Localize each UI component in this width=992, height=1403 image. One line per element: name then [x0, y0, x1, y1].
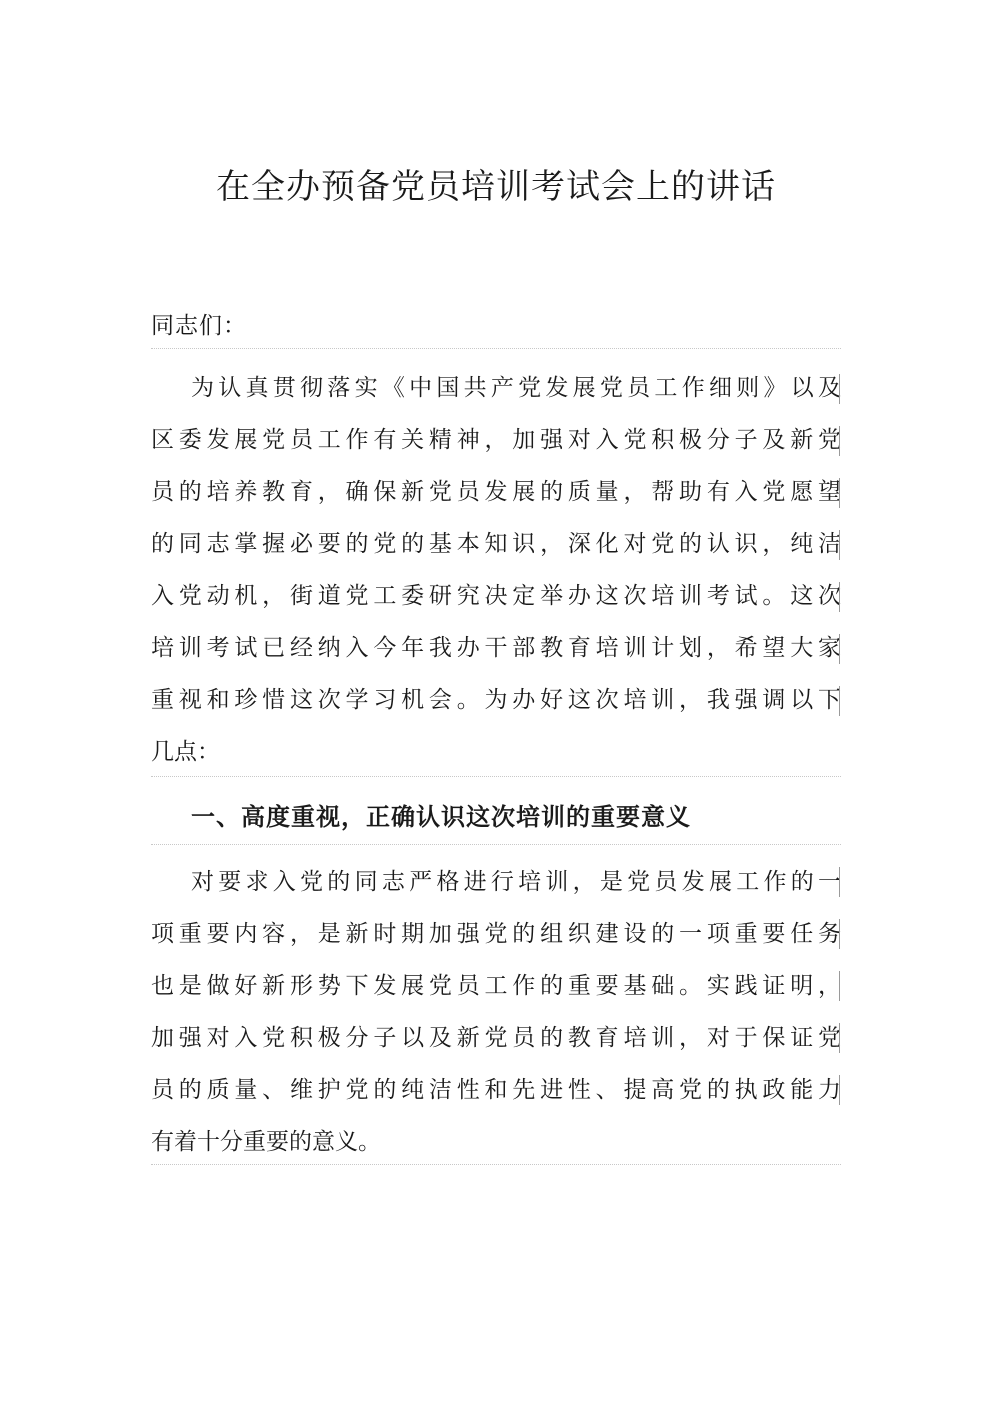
paragraph-1-line: 几点：	[151, 739, 220, 765]
line-end-marker	[839, 1023, 840, 1053]
paragraph-1-line: 培训考试已经纳入今年我办干部教育培训计划，希望大家	[151, 635, 841, 661]
paragraph-2-line: 员的质量、维护党的纯洁性和先进性、提高党的执政能力	[151, 1077, 841, 1103]
paragraph-1-line: 为认真贯彻落实《中国共产党发展党员工作细则》以及	[191, 375, 841, 401]
line-end-marker	[839, 530, 840, 560]
paragraph-2-line: 对要求入党的同志严格进行培训，是党员发展工作的一	[191, 869, 841, 895]
document-title: 在全办预备党员培训考试会上的讲话	[216, 167, 776, 207]
paragraph-divider	[151, 776, 841, 777]
paragraph-1-line: 入党动机，街道党工委研究决定举办这次培训考试。这次	[151, 583, 841, 609]
line-end-marker	[839, 426, 840, 456]
line-end-marker	[839, 867, 840, 897]
paragraph-2-line: 项重要内容，是新时期加强党的组织建设的一项重要任务	[151, 921, 841, 947]
paragraph-2-line: 也是做好新形势下发展党员工作的重要基础。实践证明，	[151, 973, 841, 999]
salutation: 同志们：	[151, 313, 247, 339]
paragraph-divider	[151, 348, 841, 349]
paragraph-1-line: 重视和珍惜这次学习机会。为办好这次培训，我强调以下	[151, 687, 841, 713]
line-end-marker	[839, 478, 840, 508]
line-end-marker	[839, 919, 840, 949]
line-end-marker	[839, 1075, 840, 1105]
line-end-marker	[839, 374, 840, 404]
line-end-marker	[839, 971, 840, 1001]
paragraph-2	[151, 856, 841, 1168]
paragraph-1	[151, 362, 841, 778]
paragraph-2-line: 加强对入党积极分子以及新党员的教育培训，对于保证党	[151, 1025, 841, 1051]
paragraph-1-line: 员的培养教育，确保新党员发展的质量，帮助有入党愿望	[151, 479, 841, 505]
line-end-marker	[839, 686, 840, 716]
paragraph-divider	[151, 1164, 841, 1165]
section-heading: 一、高度重视，正确认识这次培训的重要意义	[191, 803, 691, 831]
paragraph-1-line: 区委发展党员工作有关精神，加强对入党积极分子及新党	[151, 427, 841, 453]
paragraph-2-line: 有着十分重要的意义。	[151, 1129, 381, 1155]
line-end-marker	[839, 582, 840, 612]
line-end-marker	[839, 634, 840, 664]
paragraph-divider	[151, 844, 841, 845]
paragraph-1-line: 的同志掌握必要的党的基本知识，深化对党的认识，纯洁	[151, 531, 841, 557]
